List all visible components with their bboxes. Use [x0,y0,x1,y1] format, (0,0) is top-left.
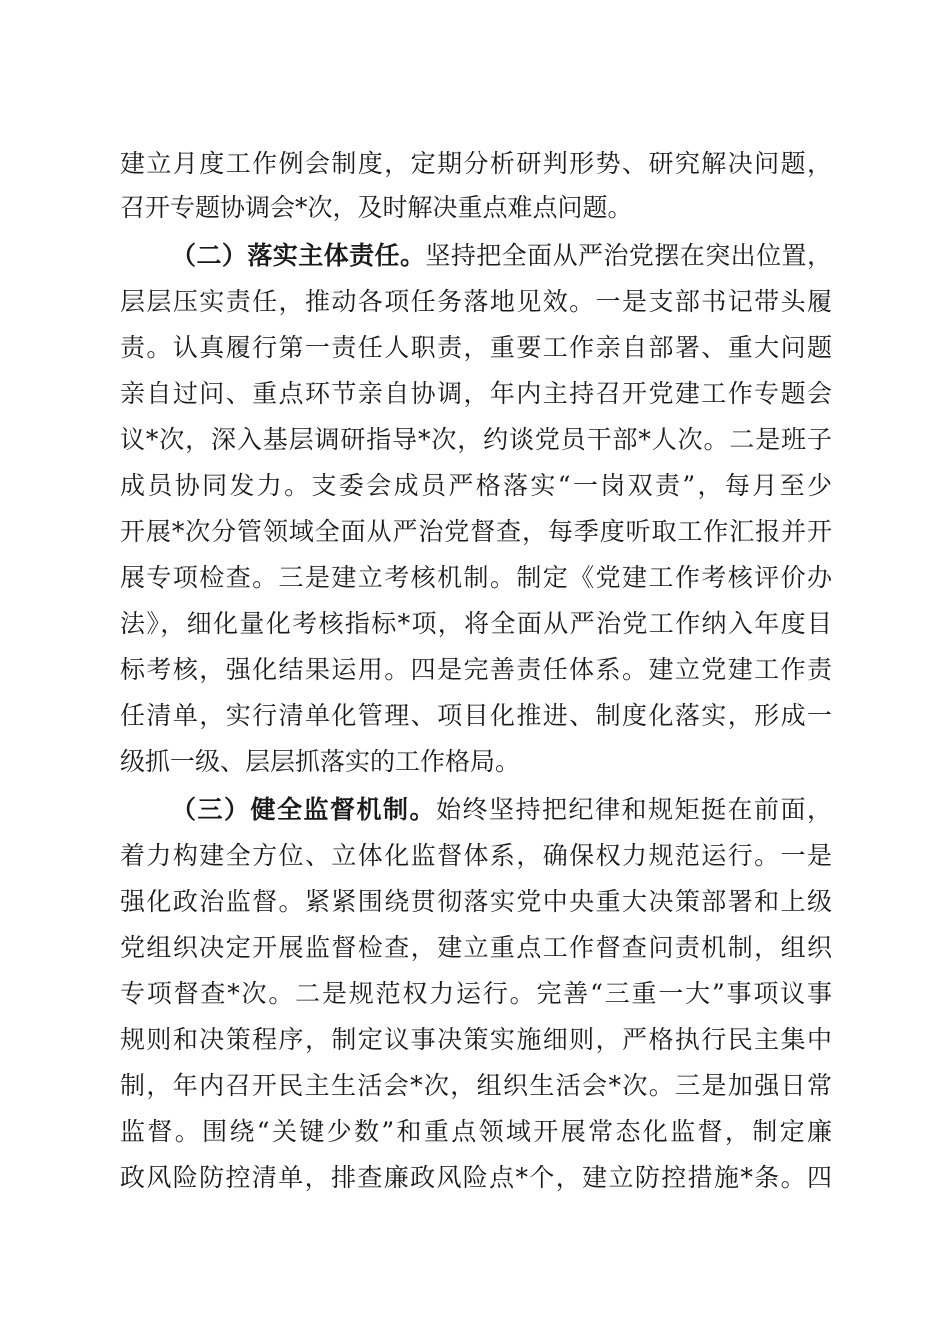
paragraph-line: 标考核，强化结果运用。四是完善责任体系。建立党建工作责 [120,655,832,684]
section-3-text: 始终坚持把纪律和规矩挺在前面， [436,795,832,824]
paragraph-line: 规则和决策程序，制定议事决策实施细则，严格执行民主集中 [120,1025,832,1054]
paragraph-line: 责。认真履行第一责任人职责，重要工作亲自部署、重大问题 [120,333,832,362]
paragraph-line: 政风险防控清单，排查廉政风险点*个，建立防控措施*条。四 [120,1163,832,1192]
paragraph-line: 亲自过问、重点环节亲自协调，年内主持召开党建工作专题会 [120,379,832,408]
section-2-first-line [171,236,832,276]
paragraph-line: 任清单，实行清单化管理、项目化推进、制度化落实，形成一 [120,701,832,730]
section-3-first-line [171,790,832,830]
paragraph-line: 议*次，深入基层调研指导*次，约谈党员干部*人次。二是班子 [120,425,832,454]
paragraph-line: 制，年内召开民主生活会*次，组织生活会*次。三是加强日常 [120,1071,832,1100]
paragraph-line: 级抓一级、层层抓落实的工作格局。 [120,747,521,776]
paragraph-line: 党组织决定开展监督检查，建立重点工作督查问责机制，组织 [120,933,832,962]
section-3-heading: （三）健全监督机制。 [171,795,436,824]
paragraph-line: 监督。围绕“关键少数”和重点领域开展常态化监督，制定廉 [120,1117,832,1146]
paragraph-line: 着力构建全方位、立体化监督体系，确保权力规范运行。一是 [120,841,832,870]
paragraph-line: 展专项检查。三是建立考核机制。制定《党建工作考核评价办 [120,563,832,592]
paragraph-line: 层层压实责任，推动各项任务落地见效。一是支部书记带头履 [120,287,832,316]
section-2-heading: （二）落实主体责任。 [171,241,426,270]
paragraph-line: 开展*次分管领域全面从严治党督查，每季度听取工作汇报并开 [120,517,832,546]
paragraph-line: 强化政治监督。紧紧围绕贯彻落实党中央重大决策部署和上级 [120,887,832,916]
section-2-text: 坚持把全面从严治党摆在突出位置， [425,241,832,270]
paragraph-line: 召开专题协调会*次，及时解决重点难点问题。 [120,193,633,222]
paragraph-line: 建立月度工作例会制度，定期分析研判形势、研究解决问题， [120,149,832,178]
paragraph-line: 专项督查*次。二是规范权力运行。完善“三重一大”事项议事 [120,979,832,1008]
paragraph-line: 成员协同发力。支委会成员严格落实“一岗双责”，每月至少 [120,471,832,500]
paragraph-line: 法》，细化量化考核指标*项，将全面从严治党工作纳入年度目 [120,609,832,638]
